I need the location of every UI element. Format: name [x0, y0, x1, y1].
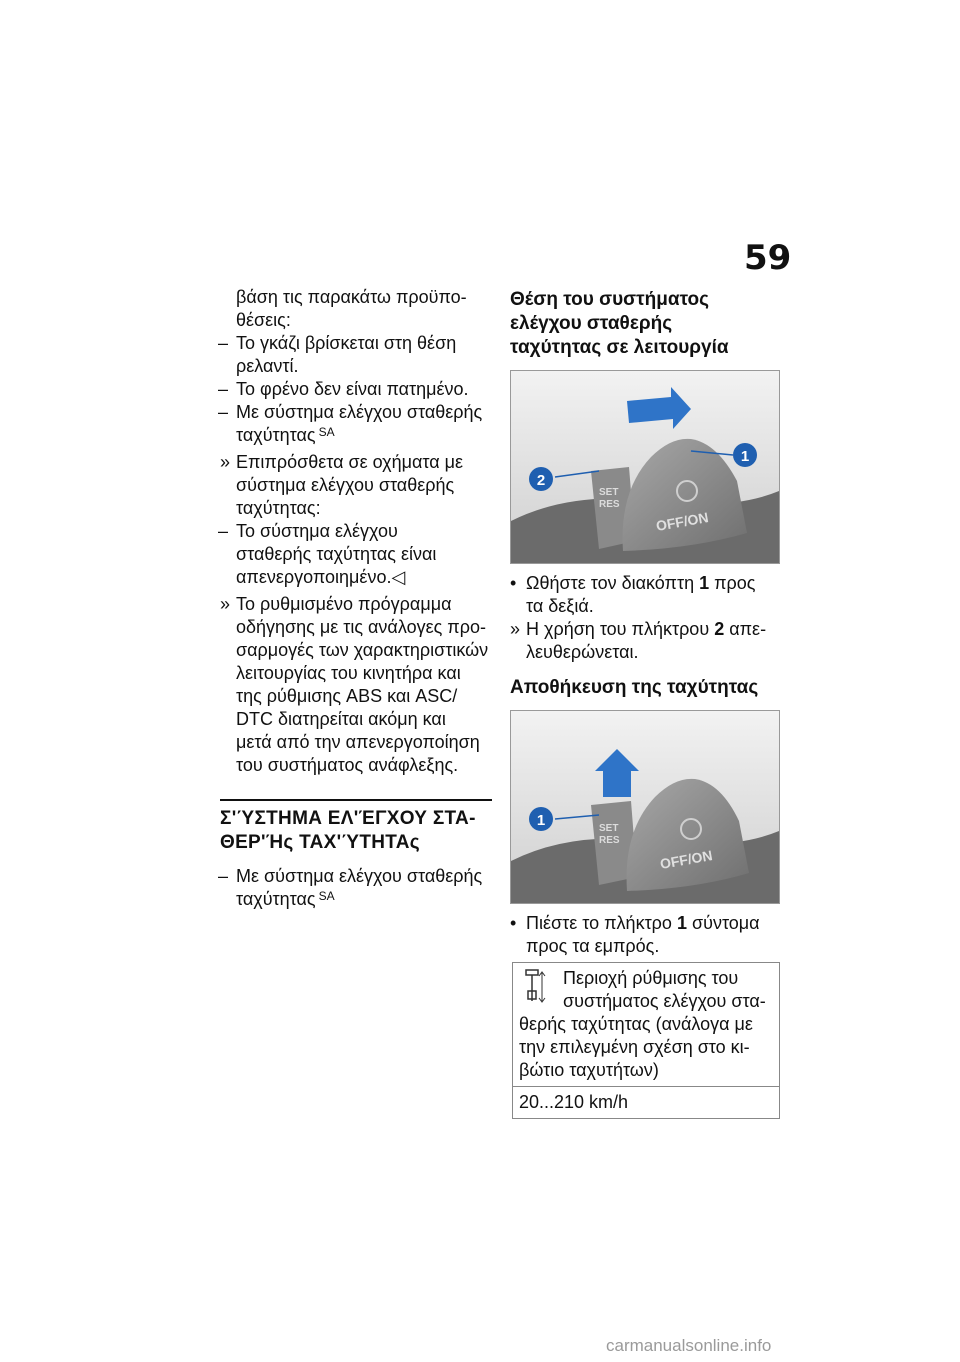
spec-description-cell: [513, 963, 780, 1087]
sa-superscript: SA: [318, 889, 335, 903]
text-line: θέσεις:: [236, 310, 291, 330]
text-line: σταθερής ταχύτητας είναι: [236, 544, 437, 564]
reference-number: 1: [699, 573, 710, 593]
callout-1-label: 1: [536, 812, 546, 829]
text-line: Με σύστημα ελέγχου σταθερής: [236, 402, 483, 422]
set-label: SET: [599, 823, 619, 834]
offon-label: OFF/ON: [654, 509, 710, 534]
callout-1-label: 1: [740, 448, 750, 465]
text-line: απε-: [729, 619, 767, 639]
text-line: ρελαντί.: [236, 356, 299, 376]
text-line: ταχύτητας: [236, 889, 316, 909]
dash-marker: –: [218, 379, 229, 399]
text-line: σαρμογές των χαρακτηριστικών: [236, 640, 489, 660]
text-line: Πιέστε το πλήκτρο: [526, 913, 672, 933]
condition-item: [220, 378, 492, 401]
text-line: Η χρήση του πλήκτρου: [526, 619, 710, 639]
condition-item: [220, 865, 492, 911]
condition-item: [220, 332, 492, 378]
section-divider: [220, 799, 492, 801]
res-label: RES: [599, 835, 620, 846]
text-line: θερής ταχύτητας (ανάλογα με: [519, 1014, 753, 1034]
text-line: Το φρένο δεν είναι πατημένο.: [236, 379, 469, 399]
bullet-marker: •: [510, 573, 517, 593]
spec-icon: [523, 967, 549, 1007]
section-heading: ελέγχου σταθερής: [510, 313, 673, 334]
text-line: Επιπρόσθετα σε οχήματα με: [236, 452, 464, 472]
text-line: προς τα εμπρός.: [526, 936, 660, 956]
text-line: προς: [714, 573, 756, 593]
text-line: βάση τις παρακάτω προϋπο-: [236, 287, 467, 307]
text-line: λευθερώνεται.: [526, 642, 639, 662]
dash-marker: –: [218, 402, 229, 422]
footer-watermark: carmanualsonline.info: [606, 1336, 772, 1355]
text-line: σύστημα ελέγχου σταθερής: [236, 475, 455, 495]
section-heading: ταχύτητας σε λειτουργία: [510, 337, 729, 358]
res-label: RES: [599, 499, 620, 510]
text-line: Με σύστημα ελέγχου σταθερής: [236, 866, 483, 886]
text-line: ταχύτητας: [236, 425, 316, 445]
set-label: SET: [599, 487, 619, 498]
chevron-marker: »: [220, 452, 231, 472]
chevron-marker: »: [510, 619, 521, 639]
text-line: τα δεξιά.: [526, 596, 594, 616]
text-line: του συστήματος ανάφλεξης.: [236, 755, 459, 775]
result-item: [510, 618, 780, 664]
text-line: DTC διατηρείται ακόμη και: [236, 709, 446, 729]
text-line: συστήματος ελέγχου στα-: [563, 991, 766, 1011]
offon-label: OFF/ON: [658, 847, 714, 872]
figure-switch-right: [510, 370, 780, 564]
text-line: Το σύστημα ελέγχου: [236, 521, 398, 541]
subsection-heading: Αποθήκευση της ταχύτητας: [510, 677, 759, 698]
text-line: οδήγησης με τις ανάλογες προ-: [236, 617, 486, 637]
section-heading: Σ'ΎΣΤΗΜΑ ΕΛ'ΈΓΧΟΥ ΣΤΑ-: [220, 808, 476, 829]
step-item: [510, 572, 780, 618]
text-line: Το γκάζι βρίσκεται στη θέση: [236, 333, 457, 353]
right-column: [510, 288, 780, 1119]
reference-number: 1: [676, 913, 687, 933]
spec-value-cell: 20...210 km/h: [513, 1087, 780, 1119]
chevron-marker: »: [220, 594, 231, 614]
section-heading: ΘΕΡ'Ής ΤΑΧ'ΎΤΗΤΑς: [220, 832, 420, 853]
text-line: ταχύτητας:: [236, 498, 321, 518]
spec-table: [512, 962, 780, 1119]
text-line: Περιοχή ρύθμισης του: [563, 968, 739, 988]
condition-item: [220, 520, 492, 589]
step-item: [510, 912, 780, 958]
condition-item: [220, 401, 492, 447]
bullet-marker: •: [510, 913, 517, 933]
page-number: 59: [744, 238, 792, 278]
dash-marker: –: [218, 333, 229, 353]
text-line: βώτιο ταχυτήτων): [519, 1060, 659, 1080]
left-column: [220, 286, 492, 911]
sa-superscript: SA: [318, 425, 335, 439]
result-item: [220, 593, 492, 777]
section-heading: Θέση του συστήματος: [510, 289, 710, 310]
dash-marker: –: [218, 866, 229, 886]
text-line: την επιλεγμένη σχέση στο κι-: [519, 1037, 750, 1057]
text-line: της ρύθμισης ABS και ASC/: [236, 686, 458, 706]
reference-number: 2: [714, 619, 725, 639]
text-line: απενεργοποιημένο.◁: [236, 567, 406, 587]
text-line: Το ρυθμισμένο πρόγραμμα: [236, 594, 452, 614]
dash-marker: –: [218, 521, 229, 541]
callout-2-label: 2: [536, 472, 546, 489]
figure-switch-forward: [510, 710, 780, 904]
option-item: [220, 451, 492, 520]
text-line: σύντομα: [691, 913, 760, 933]
text-line: Ωθήστε τον διακόπτη: [526, 573, 695, 593]
text-line: μετά από την απενεργοποίηση: [236, 732, 480, 752]
text-line: λειτουργίας του κινητήρα και: [236, 663, 461, 683]
